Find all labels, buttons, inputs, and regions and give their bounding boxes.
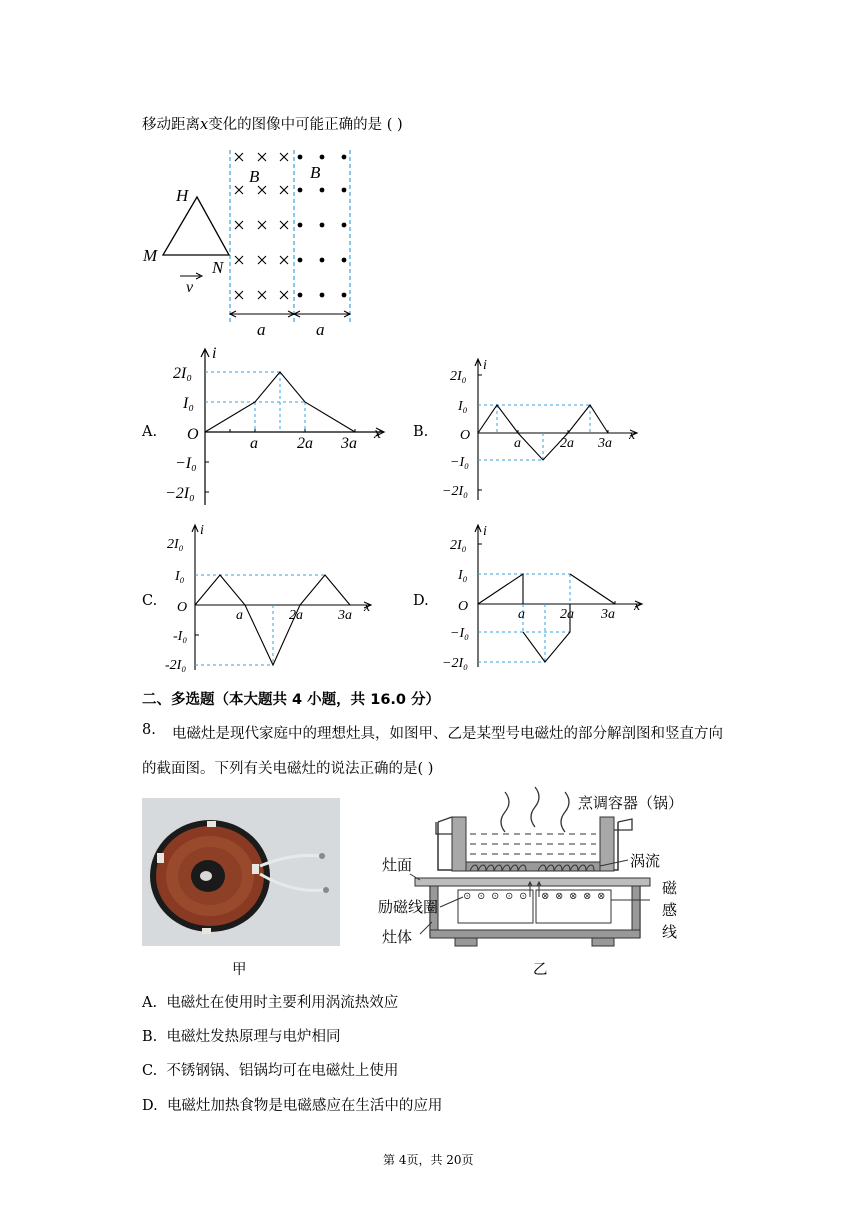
q8-option-C[interactable] bbox=[142, 1059, 398, 1080]
svg-text:⊙: ⊙ bbox=[505, 891, 514, 902]
option-C-letter[interactable]: C. bbox=[142, 593, 158, 609]
section-heading: 二、多选题（本大题共 4 小题，共 16.0 分） bbox=[142, 692, 441, 708]
triangle-coil bbox=[163, 197, 229, 255]
graph-B-tick-3a: 3a bbox=[598, 436, 612, 451]
figure-label-yi: 乙 bbox=[533, 962, 548, 978]
graph-B-axis-i: i bbox=[483, 358, 487, 373]
label-pot: 烹调容器（锅） bbox=[578, 796, 684, 812]
q8-option-C-text: 不锈钢锅、铝锅均可在电磁灶上使用 bbox=[166, 1063, 399, 1079]
graph-D-axis-i: i bbox=[483, 524, 487, 539]
graph-A-tick-I0: I₀ bbox=[183, 395, 194, 412]
label-field-1: 磁 bbox=[662, 881, 678, 897]
q7-stem-text: 移动距离 bbox=[142, 117, 200, 133]
graph-B-axis-x: x bbox=[629, 428, 636, 443]
graph-B-tick-I0: I₀ bbox=[458, 399, 468, 414]
graph-B-tick-2a: 2a bbox=[560, 436, 574, 451]
q8-stem-line1: 电磁灶是现代家庭中的理想灶具，如图甲、乙是某型号电磁灶的部分解剖图和竖直方向 bbox=[172, 726, 723, 742]
graph-B-origin: O bbox=[460, 428, 471, 443]
svg-text:⊙: ⊙ bbox=[519, 891, 528, 902]
graph-B bbox=[438, 355, 648, 505]
graph-C-tick-2I0: 2I₀ bbox=[167, 537, 184, 552]
svg-text:⊗: ⊗ bbox=[569, 891, 578, 902]
label-eddy: 涡流 bbox=[630, 854, 661, 870]
graph-D-tick-2a: 2a bbox=[560, 607, 574, 622]
svg-text:⊗: ⊗ bbox=[597, 891, 606, 902]
option-A-letter[interactable]: A. bbox=[142, 424, 158, 440]
label-H: H bbox=[176, 186, 189, 205]
svg-text:⊗: ⊗ bbox=[583, 891, 592, 902]
figure-label-jia: 甲 bbox=[232, 962, 247, 978]
q8-option-D-letter: D. bbox=[142, 1098, 158, 1114]
graph-A-tick-2I0: 2I₀ bbox=[173, 365, 192, 382]
label-a-1: a bbox=[257, 320, 266, 339]
svg-text:⊙: ⊙ bbox=[491, 891, 500, 902]
graph-D-tick-neg-2I0: −2I₀ bbox=[442, 656, 468, 671]
q8-option-D-text: 电磁灶加热食物是电磁感应在生活中的应用 bbox=[166, 1098, 443, 1114]
label-M: M bbox=[143, 246, 158, 265]
label-body: 灶体 bbox=[382, 930, 413, 946]
q8-number: 8. bbox=[142, 722, 156, 738]
label-v: v bbox=[186, 279, 194, 296]
coil-photo bbox=[142, 798, 340, 946]
label-B-left: B bbox=[249, 167, 260, 186]
field-into-page-crosses bbox=[235, 153, 288, 299]
induction-cooker-diagram bbox=[360, 782, 720, 952]
graph-B-tick-neg-2I0: −2I₀ bbox=[442, 484, 468, 499]
graph-D-tick-a: a bbox=[518, 607, 525, 622]
graph-C-tick-neg-2I0: -2I₀ bbox=[165, 658, 187, 672]
graph-A-axis-x: x bbox=[374, 425, 382, 442]
graph-B-tick-neg-I0: −I₀ bbox=[450, 455, 469, 470]
svg-text:⊙: ⊙ bbox=[463, 891, 472, 902]
label-field-2: 感 bbox=[662, 903, 678, 919]
graph-C-tick-I0: I₀ bbox=[175, 569, 185, 584]
graph-C-tick-2a: 2a bbox=[289, 608, 303, 623]
svg-text:⊗: ⊗ bbox=[541, 891, 550, 902]
q8-option-B-text: 电磁灶发热原理与电炉相同 bbox=[166, 1029, 341, 1045]
svg-text:⊙: ⊙ bbox=[477, 891, 486, 902]
q8-option-A-letter: A. bbox=[142, 995, 158, 1011]
graph-A-tick-3a: 3a bbox=[341, 435, 357, 452]
page-footer: 第 4页，共 20页 bbox=[383, 1153, 474, 1167]
q8-stem-line2: 的截面图。下列有关电磁灶的说法正确的是( ) bbox=[142, 761, 434, 777]
graph-B-tick-a: a bbox=[514, 436, 521, 451]
q8-option-B[interactable] bbox=[142, 1025, 340, 1046]
graph-B-tick-2I0: 2I₀ bbox=[450, 369, 467, 384]
graph-C-tick-3a: 3a bbox=[338, 608, 352, 623]
graph-A-tick-a: a bbox=[250, 435, 258, 452]
graph-C-axis-x: x bbox=[364, 600, 371, 615]
q7-stem bbox=[142, 113, 403, 134]
graph-C-axis-i: i bbox=[200, 523, 204, 538]
q8-option-D[interactable] bbox=[142, 1094, 442, 1115]
svg-text:⊗: ⊗ bbox=[555, 891, 564, 902]
graph-D-tick-2I0: 2I₀ bbox=[450, 538, 467, 553]
graph-D-tick-neg-I0: −I₀ bbox=[450, 626, 469, 641]
label-field-3: 线 bbox=[662, 925, 678, 941]
graph-D-tick-I0: I₀ bbox=[458, 568, 468, 583]
option-D-letter[interactable]: D. bbox=[413, 593, 429, 609]
graph-C bbox=[165, 522, 380, 672]
graph-D-tick-3a: 3a bbox=[601, 607, 615, 622]
q7-stem-var: x bbox=[200, 117, 209, 133]
label-N: N bbox=[212, 258, 224, 277]
field-out-of-page-dots bbox=[298, 155, 347, 298]
graph-A-tick-neg-I0: −I₀ bbox=[175, 455, 197, 472]
graph-A-tick-2a: 2a bbox=[297, 435, 313, 452]
graph-A-axis-i: i bbox=[212, 345, 217, 362]
graph-D bbox=[438, 522, 653, 672]
graph-C-tick-a: a bbox=[236, 608, 243, 623]
graph-D-axis-x: x bbox=[634, 599, 641, 614]
magnetic-field-figure bbox=[140, 145, 370, 340]
label-B-right: B bbox=[310, 163, 321, 182]
graph-A-origin: O bbox=[187, 426, 199, 443]
label-coil: 励磁线圈 bbox=[378, 900, 439, 916]
graph-A-tick-neg-2I0: −2I₀ bbox=[165, 485, 195, 502]
q8-option-C-letter: C. bbox=[142, 1063, 158, 1079]
q8-option-B-letter: B. bbox=[142, 1029, 158, 1045]
graph-D-origin: O bbox=[458, 599, 469, 614]
coil-photo-drawing bbox=[142, 798, 340, 946]
label-a-2: a bbox=[316, 320, 325, 339]
q8-option-A-text: 电磁灶在使用时主要利用涡流热效应 bbox=[166, 995, 399, 1011]
graph-A bbox=[165, 345, 395, 510]
q8-option-A[interactable] bbox=[142, 991, 398, 1012]
option-B-letter[interactable]: B. bbox=[413, 424, 429, 440]
graph-C-origin: O bbox=[177, 600, 188, 615]
q7-stem-text-2: 变化的图像中可能正确的是 ( ) bbox=[208, 117, 403, 133]
graph-C-tick-neg-I0: -I₀ bbox=[173, 629, 188, 644]
label-stove-top: 灶面 bbox=[382, 858, 413, 874]
